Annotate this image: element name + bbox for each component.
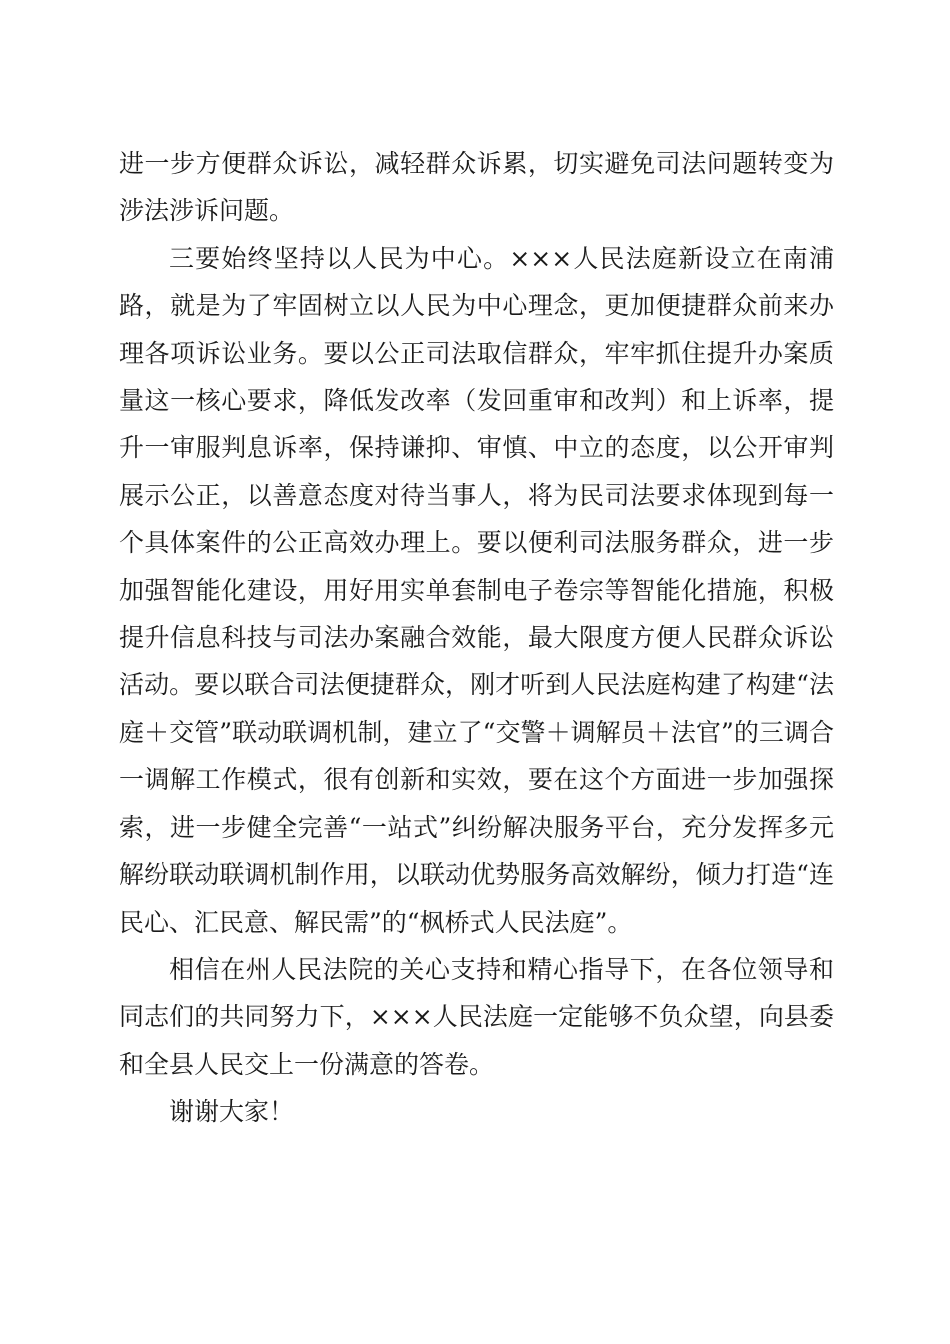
- document-body: [119, 140, 834, 1136]
- paragraph-closing-confidence: 相信在州人民法院的关心支持和精心指导下，在各位领导和同志们的共同努力下，×××人民法庭一定能够不负众望，向县委和全县人民交上一份满意的答卷。: [119, 954, 834, 1079]
- paragraph-people-centered: 三要始终坚持以人民为中心。×××人民法庭新设立在南浦路，就是为了牢固树立以人民为中心理念，更加便捷群众前来办理各项诉讼业务。要以公正司法取信群众，牢牢抓住提升办案质量这一核心要求，降低发改率（发回重审和改判）和上诉率，提升一审服判息诉率，保持谦抑、审慎、中立的态度，以公开审判展示公正，以善意态度对待当事人，将为民司法要求体现到每一个具体案件的公正高效办理上。要以便利司法服务群众，进一步加强智能化建设，用好用实单套制电子卷宗等智能化措施，积极提升信息科技与司法办案融合效能，最大限度方便人民群众诉讼活动。要以联合司法便捷群众，刚才听到人民法庭构建了构建“法庭＋交管”联动联调机制，建立了“交警＋调解员＋法官”的三调合一调解工作模式，很有创新和实效，要在这个方面进一步加强探索，进一步健全完善“一站式”纠纷解决服务平台，充分发挥多元解纷联动联调机制作用，以联动优势服务高效解纷，倾力打造“连民心、汇民意、解民需”的“枫桥式人民法庭”。: [119, 243, 834, 937]
- paragraph-thanks: 谢谢大家！: [169, 1097, 295, 1127]
- paragraph-continuation: 进一步方便群众诉讼，减轻群众诉累，切实避免司法问题转变为涉法涉诉问题。: [119, 149, 834, 226]
